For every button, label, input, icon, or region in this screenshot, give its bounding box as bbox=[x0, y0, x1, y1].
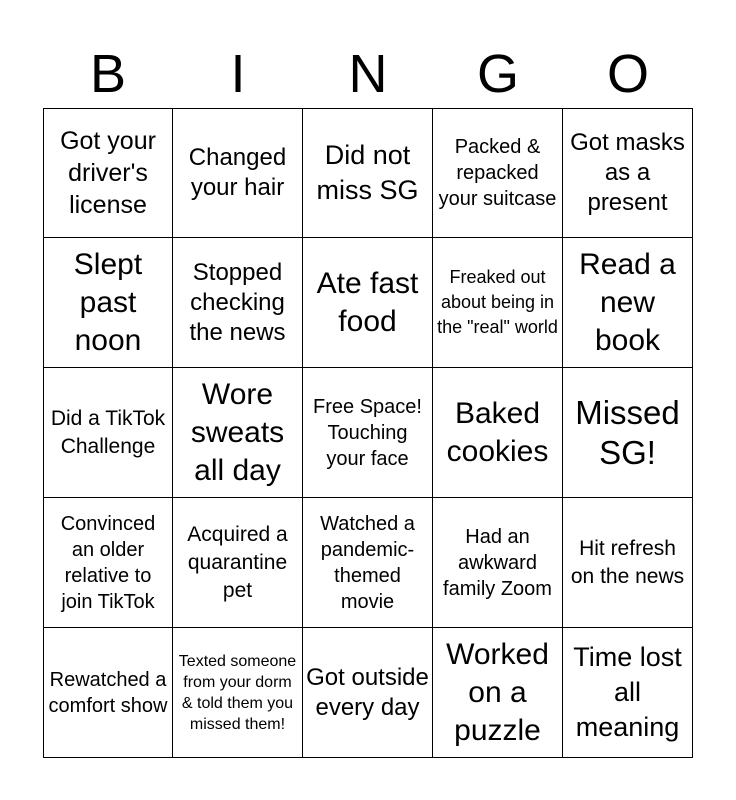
cell-text: Time lost all meaning bbox=[573, 642, 682, 742]
header-letter-i: I bbox=[230, 44, 246, 104]
bingo-cell[interactable] bbox=[173, 498, 303, 628]
cell-text: Texted someone from your dorm & told them you missed them! bbox=[178, 652, 297, 733]
cell-text: Freaked out about being in the "real" world bbox=[437, 267, 558, 337]
bingo-cell[interactable] bbox=[43, 628, 173, 758]
bingo-cell[interactable] bbox=[303, 238, 433, 368]
cell-text: Did a TikTok Challenge bbox=[50, 406, 166, 458]
bingo-cell[interactable] bbox=[173, 108, 303, 238]
bingo-cell[interactable] bbox=[433, 238, 563, 368]
bingo-cell[interactable] bbox=[303, 498, 433, 628]
bingo-cell[interactable] bbox=[173, 368, 303, 498]
cell-text: Baked cookies bbox=[446, 396, 549, 468]
cell-text: Free Space! Touching your face bbox=[313, 395, 422, 470]
cell-text: Stopped checking the news bbox=[189, 258, 286, 346]
bingo-board bbox=[43, 108, 693, 758]
cell-text: Missed SG! bbox=[575, 393, 680, 471]
header-letter-n: N bbox=[348, 44, 388, 104]
bingo-cell[interactable] bbox=[43, 108, 173, 238]
bingo-cell[interactable] bbox=[563, 238, 693, 368]
header-letter-g: G bbox=[476, 44, 519, 104]
bingo-cell[interactable] bbox=[43, 238, 173, 368]
bingo-cell[interactable] bbox=[563, 498, 693, 628]
bingo-cell[interactable] bbox=[433, 628, 563, 758]
cell-text: Worked on a puzzle bbox=[446, 637, 549, 747]
cell-text: Convinced an older relative to join TikTok bbox=[60, 512, 156, 613]
cell-text: Hit refresh on the news bbox=[570, 536, 685, 588]
cell-text: Changed your hair bbox=[188, 144, 287, 201]
bingo-cell[interactable] bbox=[303, 628, 433, 758]
cell-text: Slept past noon bbox=[73, 247, 143, 357]
header-letter-o: O bbox=[606, 44, 649, 104]
header-letter-b: B bbox=[89, 44, 127, 104]
cell-text: Rewatched a comfort show bbox=[48, 668, 168, 717]
bingo-cell[interactable] bbox=[43, 498, 173, 628]
bingo-cell[interactable] bbox=[563, 108, 693, 238]
bingo-cell[interactable] bbox=[563, 368, 693, 498]
bingo-cell[interactable] bbox=[563, 628, 693, 758]
cell-text: Got your driver's license bbox=[60, 127, 156, 219]
bingo-cell[interactable] bbox=[43, 368, 173, 498]
cell-text: Watched a pandemic-themed movie bbox=[320, 512, 415, 613]
cell-text: Did not miss SG bbox=[316, 140, 419, 205]
cell-text: Packed & repacked your suitcase bbox=[438, 136, 557, 210]
cell-text: Acquired a quarantine pet bbox=[187, 522, 288, 602]
bingo-cell[interactable] bbox=[433, 498, 563, 628]
bingo-cell[interactable] bbox=[303, 108, 433, 238]
bingo-cell[interactable] bbox=[173, 238, 303, 368]
free-space-cell[interactable] bbox=[303, 368, 433, 498]
cell-text: Got outside every day bbox=[306, 663, 429, 721]
cell-text: Got masks as a present bbox=[570, 129, 685, 216]
bingo-cell[interactable] bbox=[433, 368, 563, 498]
bingo-cell[interactable] bbox=[173, 628, 303, 758]
cell-text: Read a new book bbox=[579, 247, 676, 357]
cell-text: Had an awkward family Zoom bbox=[443, 525, 552, 600]
cell-text: Wore sweats all day bbox=[190, 377, 285, 487]
cell-text: Ate fast food bbox=[316, 266, 419, 338]
bingo-cell[interactable] bbox=[433, 108, 563, 238]
bingo-header bbox=[43, 42, 693, 106]
